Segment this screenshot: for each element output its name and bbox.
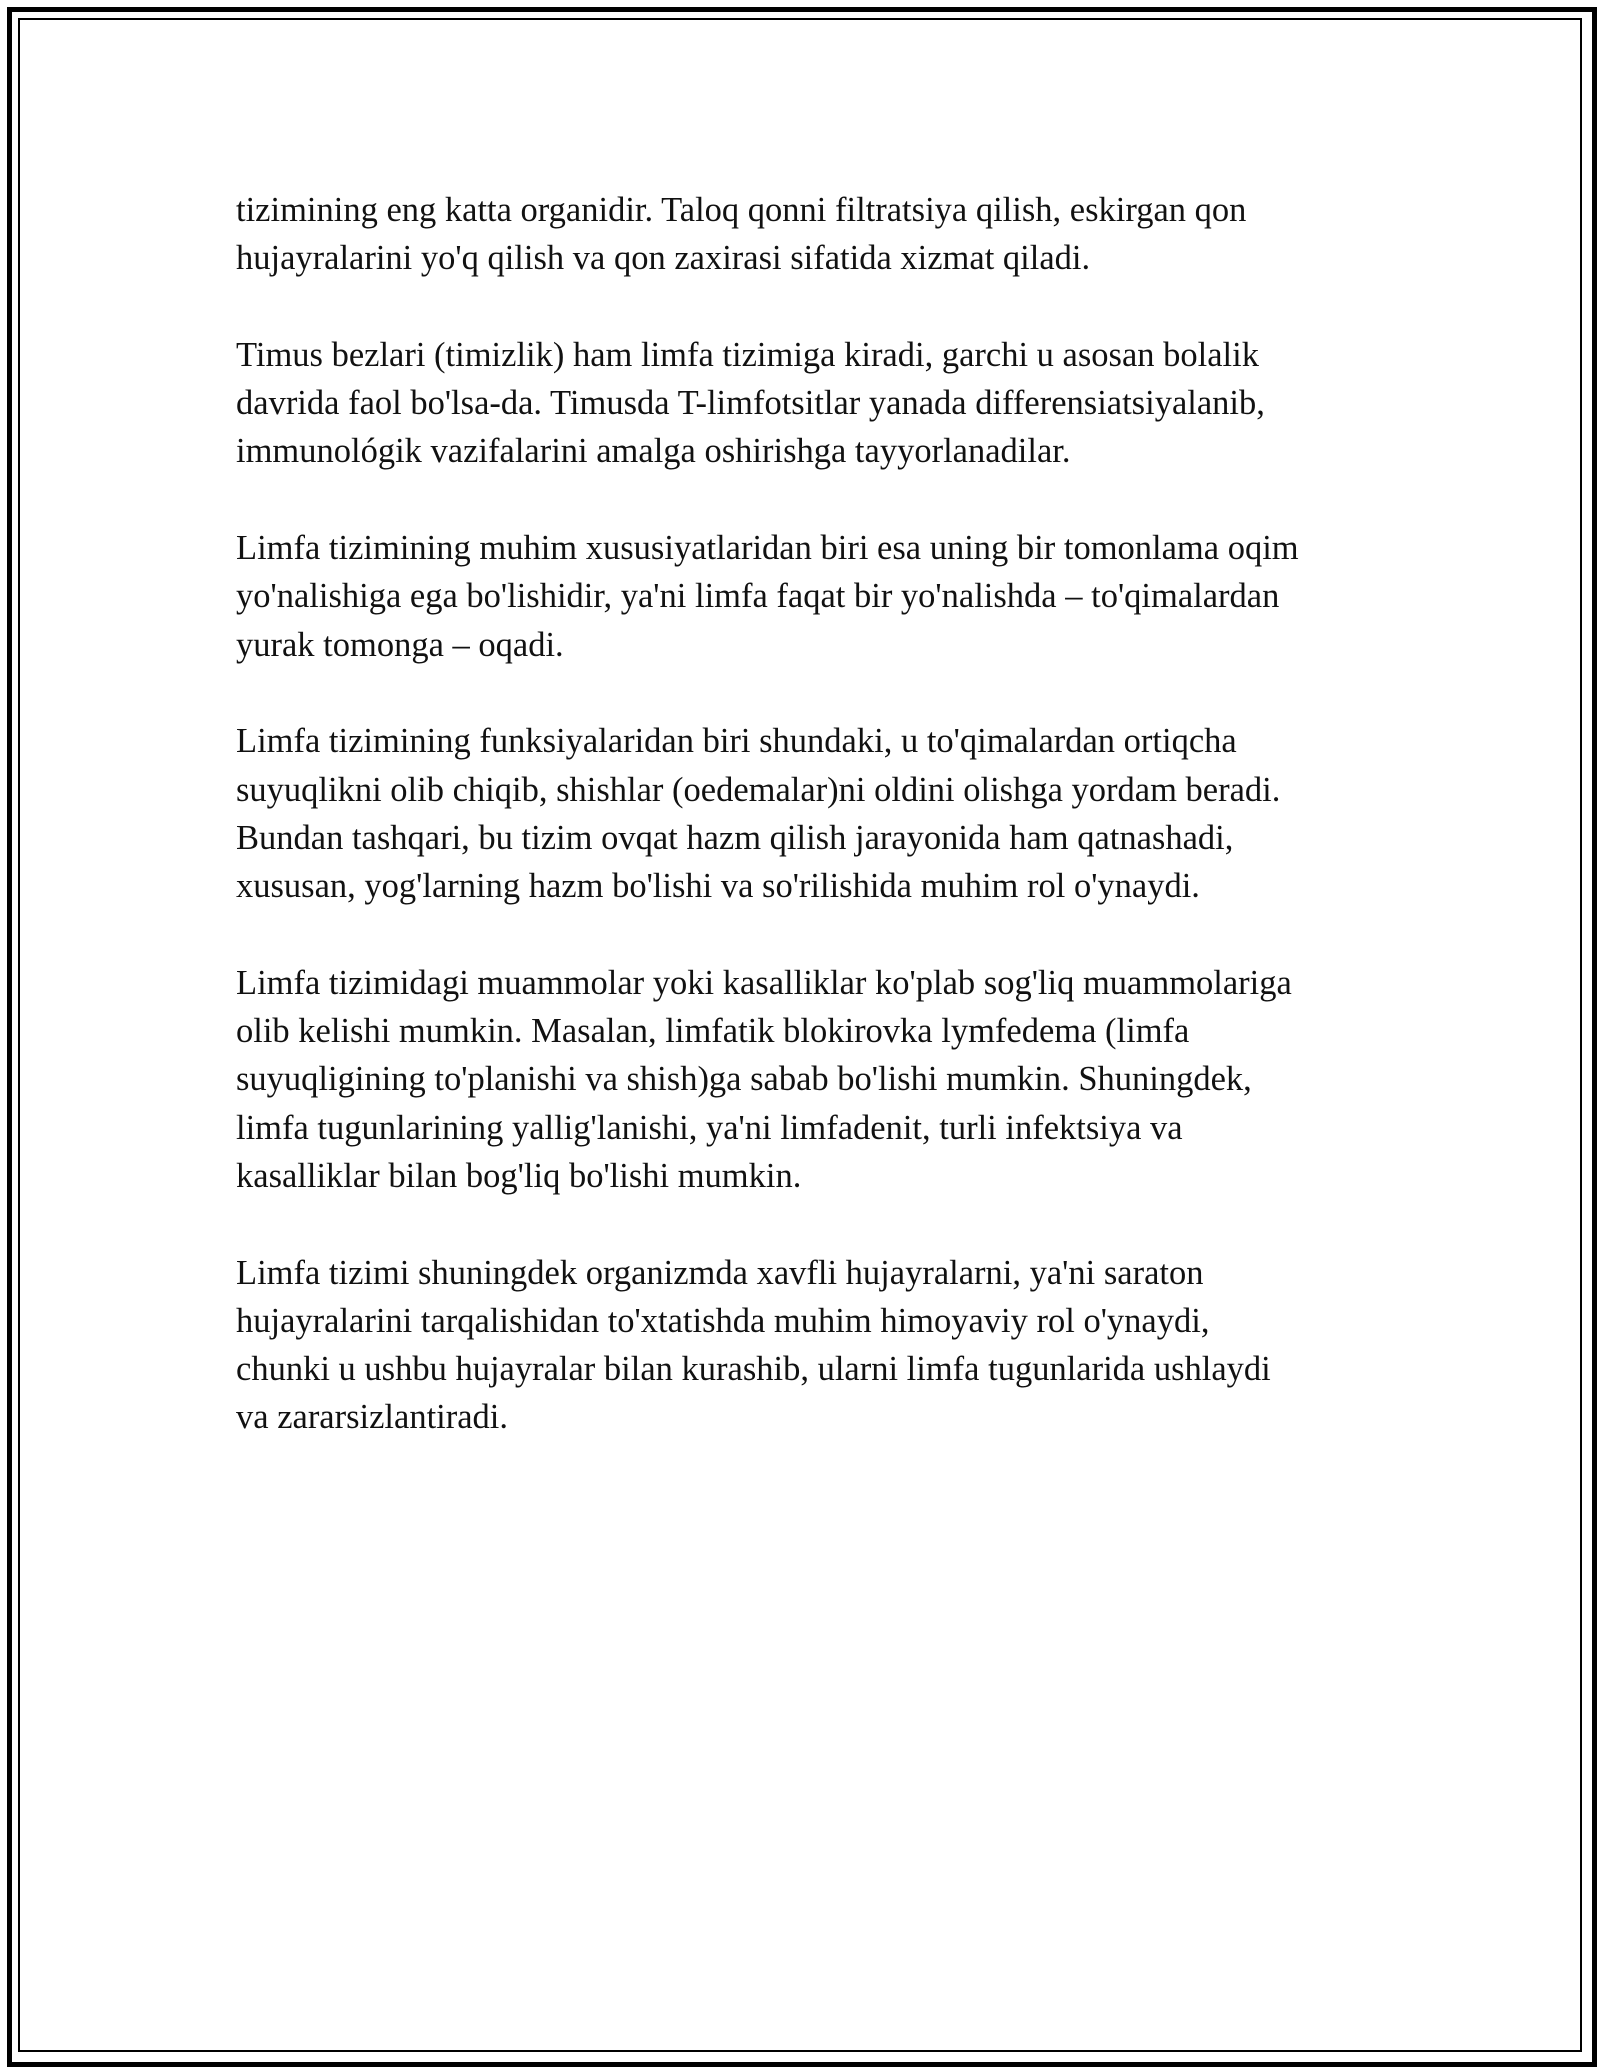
text-line: yo'nalishiga ega bo'lishidir, ya'ni limfa faqat bir yo'nalishda – to'qimalardan [236, 577, 1280, 616]
document-body [236, 186, 1386, 1490]
text-line: hujayralarini yo'q qilish va qon zaxirasi sifatida xizmat qiladi. [236, 239, 1091, 278]
text-line: Limfa tizimining funksiyalaridan biri shundaki, u to'qimalardan ortiqcha [236, 722, 1237, 761]
paragraph-cancer-defense [236, 1249, 1386, 1442]
text-line: Limfa tizimidagi muammolar yoki kasalliklar ko'plab sog'liq muammolariga [236, 963, 1292, 1002]
text-line: xususan, yog'larning hazm bo'lishi va so'rilishida muhim rol o'ynaydi. [236, 867, 1200, 906]
text-line: olib kelishi mumkin. Masalan, limfatik blokirovka lymfedema (limfa [236, 1012, 1190, 1051]
text-line: suyuqligining to'planishi va shish)ga sabab bo'lishi mumkin. Shuningdek, [236, 1060, 1252, 1099]
paragraph-thymus [236, 331, 1386, 476]
paragraph-functions [236, 717, 1386, 910]
text-line: Limfa tizimi shuningdek organizmda xavfli hujayralarni, ya'ni saraton [236, 1253, 1204, 1292]
text-line: davrida faol bo'lsa-da. Timusda T-limfotsitlar yanada differensiatsiyalanib, [236, 384, 1265, 423]
text-line: limfa tugunlarining yallig'lanishi, ya'ni limfadenit, turli infektsiya va [236, 1108, 1183, 1147]
text-line: hujayralarini tarqalishidan to'xtatishda muhim himoyaviy rol o'ynaydi, [236, 1301, 1210, 1340]
text-line: Limfa tizimining muhim xususiyatlaridan biri esa uning bir tomonlama oqim [236, 529, 1299, 568]
text-line: va zararsizlantiradi. [236, 1398, 509, 1437]
paragraph-diseases [236, 959, 1386, 1200]
text-line: immunológik vazifalarini amalga oshirishga tayyorlanadilar. [236, 432, 1071, 471]
text-line: yurak tomonga – oqadi. [236, 625, 564, 664]
paragraph-flow-direction [236, 524, 1386, 669]
text-line: Bundan tashqari, bu tizim ovqat hazm qilish jarayonida ham qatnashadi, [236, 818, 1234, 857]
text-line: kasalliklar bilan bog'liq bo'lishi mumkin. [236, 1156, 802, 1195]
text-line: chunki u ushbu hujayralar bilan kurashib, ularni limfa tugunlarida ushlaydi [236, 1350, 1271, 1389]
text-line: suyuqlikni olib chiqib, shishlar (oedemalar)ni oldini olishga yordam beradi. [236, 770, 1281, 809]
text-line: tizimining eng katta organidir. Taloq qonni filtratsiya qilish, eskirgan qon [236, 191, 1247, 229]
paragraph-spleen [236, 186, 1386, 283]
text-line: Timus bezlari (timizlik) ham limfa tizimiga kiradi, garchi u asosan bolalik [236, 335, 1259, 374]
